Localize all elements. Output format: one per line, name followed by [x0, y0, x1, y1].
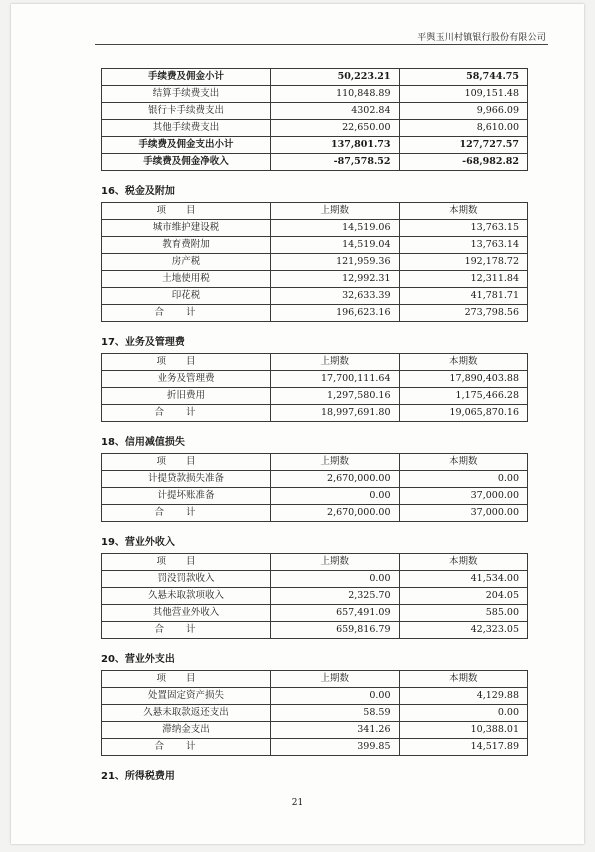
current-period-value: 0.00 — [399, 705, 528, 722]
column-header: 上期数 — [271, 203, 400, 220]
table-row — [102, 154, 528, 171]
column-header: 项目 — [102, 454, 271, 471]
table-header-row — [102, 354, 528, 371]
prev-period-value: 1,297,580.16 — [271, 388, 400, 405]
prev-period-value: 110,848.89 — [271, 86, 400, 103]
section-title: 17、业务及管理费 — [101, 337, 185, 348]
table-row — [102, 103, 528, 120]
section-table — [101, 670, 528, 756]
column-header: 上期数 — [271, 354, 400, 371]
column-header: 项目 — [102, 203, 271, 220]
current-period-value: 17,890,403.88 — [399, 371, 528, 388]
section-title: 19、营业外收入 — [101, 537, 175, 548]
prev-period-value: 14,519.06 — [271, 220, 400, 237]
row-label: 城市维护建设税 — [102, 220, 271, 237]
row-label: 手续费及佣金净收入 — [102, 154, 271, 171]
table-row — [102, 237, 528, 254]
current-period-value: 13,763.15 — [399, 220, 528, 237]
column-header: 上期数 — [271, 554, 400, 571]
row-label: 教育费附加 — [102, 237, 271, 254]
header-divider — [95, 44, 548, 45]
table-row — [102, 605, 528, 622]
table-total-row — [102, 405, 528, 422]
prev-period-value: 50,223.21 — [271, 69, 400, 86]
table-row — [102, 571, 528, 588]
row-label: 银行卡手续费支出 — [102, 103, 271, 120]
total-label: 合计 — [102, 305, 271, 322]
row-label: 折旧费用 — [102, 388, 271, 405]
prev-period-value: 32,633.39 — [271, 288, 400, 305]
table-header-row — [102, 671, 528, 688]
total-label: 合计 — [102, 405, 271, 422]
section-table — [101, 453, 528, 522]
prev-period-value: 58.59 — [271, 705, 400, 722]
total-label: 合计 — [102, 505, 271, 522]
column-header: 本期数 — [399, 203, 528, 220]
column-header: 项目 — [102, 354, 271, 371]
row-label: 手续费及佣金支出小计 — [102, 137, 271, 154]
prev-period-total: 2,670,000.00 — [271, 505, 400, 522]
column-header: 上期数 — [271, 671, 400, 688]
row-label: 印花税 — [102, 288, 271, 305]
current-period-value: 127,727.57 — [399, 137, 528, 154]
current-period-value: -68,982.82 — [399, 154, 528, 171]
row-label: 结算手续费支出 — [102, 86, 271, 103]
column-header: 本期数 — [399, 671, 528, 688]
row-label: 业务及管理费 — [102, 371, 271, 388]
row-label: 处置固定资产损失 — [102, 688, 271, 705]
table-row — [102, 688, 528, 705]
prev-period-value: 137,801.73 — [271, 137, 400, 154]
row-label: 其他手续费支出 — [102, 120, 271, 137]
table-row — [102, 388, 528, 405]
prev-period-value: 2,325.70 — [271, 588, 400, 605]
current-period-total: 14,517.89 — [399, 739, 528, 756]
table-header-row — [102, 554, 528, 571]
current-period-value: 4,129.88 — [399, 688, 528, 705]
current-period-value: 41,781.71 — [399, 288, 528, 305]
table-row — [102, 271, 528, 288]
table-row — [102, 120, 528, 137]
current-period-value: 585.00 — [399, 605, 528, 622]
current-period-value: 109,151.48 — [399, 86, 528, 103]
current-period-value: 8,610.00 — [399, 120, 528, 137]
table-row — [102, 86, 528, 103]
prev-period-value: 657,491.09 — [271, 605, 400, 622]
prev-period-value: 22,650.00 — [271, 120, 400, 137]
current-period-value: 192,178.72 — [399, 254, 528, 271]
current-period-value: 37,000.00 — [399, 488, 528, 505]
section-table — [101, 553, 528, 639]
column-header: 上期数 — [271, 454, 400, 471]
row-label: 计提贷款损失准备 — [102, 471, 271, 488]
table-row — [102, 254, 528, 271]
current-period-value: 41,534.00 — [399, 571, 528, 588]
section-table — [101, 202, 528, 322]
current-period-value: 12,311.84 — [399, 271, 528, 288]
current-period-total: 42,323.05 — [399, 622, 528, 639]
prev-period-value: 12,992.31 — [271, 271, 400, 288]
prev-period-value: 121,959.36 — [271, 254, 400, 271]
table-row — [102, 488, 528, 505]
page-header-bank-name: 平舆玉川村镇银行股份有限公司 — [417, 33, 546, 43]
row-label: 房产税 — [102, 254, 271, 271]
table-total-row — [102, 505, 528, 522]
current-period-value: 13,763.14 — [399, 237, 528, 254]
current-period-value: 1,175,466.28 — [399, 388, 528, 405]
section-title: 18、信用减值损失 — [101, 437, 185, 448]
prev-period-value: 341.26 — [271, 722, 400, 739]
section-table — [101, 353, 528, 422]
prev-period-total: 18,997,691.80 — [271, 405, 400, 422]
current-period-value: 9,966.09 — [399, 103, 528, 120]
table-total-row — [102, 739, 528, 756]
prev-period-value: 4302.84 — [271, 103, 400, 120]
table-row — [102, 137, 528, 154]
prev-period-value: 17,700,111.64 — [271, 371, 400, 388]
fee-commission-table — [101, 68, 528, 171]
column-header: 项目 — [102, 671, 271, 688]
current-period-total: 19,065,870.16 — [399, 405, 528, 422]
section-title: 21、所得税费用 — [101, 771, 175, 782]
table-header-row — [102, 454, 528, 471]
prev-period-value: 0.00 — [271, 488, 400, 505]
row-label: 土地使用税 — [102, 271, 271, 288]
current-period-value: 0.00 — [399, 471, 528, 488]
page-number: 21 — [291, 798, 304, 808]
current-period-value: 10,388.01 — [399, 722, 528, 739]
table-row — [102, 371, 528, 388]
prev-period-total: 659,816.79 — [271, 622, 400, 639]
table-total-row — [102, 305, 528, 322]
prev-period-value: 2,670,000.00 — [271, 471, 400, 488]
current-period-value: 58,744.75 — [399, 69, 528, 86]
row-label: 滞纳金支出 — [102, 722, 271, 739]
row-label: 手续费及佣金小计 — [102, 69, 271, 86]
table-row — [102, 722, 528, 739]
row-label: 久悬未取款返还支出 — [102, 705, 271, 722]
table-row — [102, 705, 528, 722]
column-header: 本期数 — [399, 554, 528, 571]
table-total-row — [102, 622, 528, 639]
prev-period-total: 399.85 — [271, 739, 400, 756]
column-header: 项目 — [102, 554, 271, 571]
total-label: 合计 — [102, 739, 271, 756]
prev-period-value: 0.00 — [271, 571, 400, 588]
column-header: 本期数 — [399, 354, 528, 371]
section-title: 20、营业外支出 — [101, 654, 175, 665]
prev-period-total: 196,623.16 — [271, 305, 400, 322]
table-header-row — [102, 203, 528, 220]
column-header: 本期数 — [399, 454, 528, 471]
current-period-total: 37,000.00 — [399, 505, 528, 522]
total-label: 合计 — [102, 622, 271, 639]
table-row — [102, 471, 528, 488]
prev-period-value: -87,578.52 — [271, 154, 400, 171]
row-label: 其他营业外收入 — [102, 605, 271, 622]
section-title: 16、税金及附加 — [101, 186, 175, 197]
prev-period-value: 14,519.04 — [271, 237, 400, 254]
table-row — [102, 69, 528, 86]
document-page — [11, 4, 584, 844]
current-period-value: 204.05 — [399, 588, 528, 605]
document-content — [101, 68, 528, 787]
table-row — [102, 288, 528, 305]
notes-sections — [101, 182, 528, 782]
row-label: 计提坏账准备 — [102, 488, 271, 505]
table-row — [102, 220, 528, 237]
row-label: 罚没罚款收入 — [102, 571, 271, 588]
table-row — [102, 588, 528, 605]
current-period-total: 273,798.56 — [399, 305, 528, 322]
prev-period-value: 0.00 — [271, 688, 400, 705]
row-label: 久悬未取款项收入 — [102, 588, 271, 605]
